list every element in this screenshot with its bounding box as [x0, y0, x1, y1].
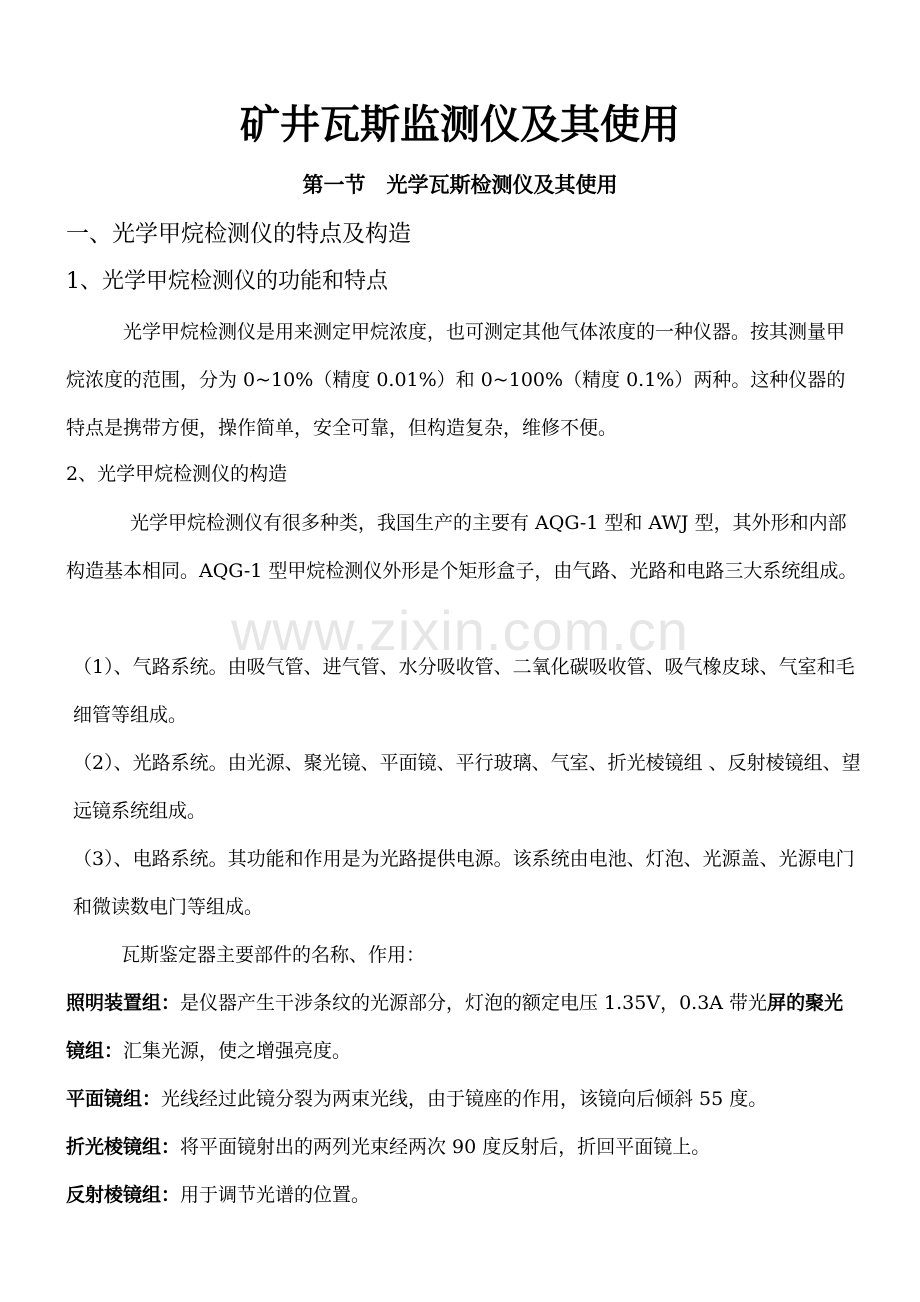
- part-description: 是仪器产生干涉条纹的光源部分，灯泡的额定电压 1.35V，0.3A 带光: [180, 992, 768, 1014]
- document-title: 矿井瓦斯监测仪及其使用: [240, 101, 680, 148]
- part-refracting-prism: [66, 1123, 862, 1171]
- watermark-text: www.zixin.com.cn: [231, 599, 689, 662]
- part-description: 光线经过此镜分裂为两束光线，由于镜座的作用，该镜向后倾斜 55 度。: [161, 1088, 768, 1110]
- paragraph-functions: 光学甲烷检测仪是用来测定甲烷浓度，也可测定其他气体浓度的一种仪器。按其测量甲烷浓度的范围，分为 0~10%（精度 0.01%）和 0~100%（精度 0.1%）两种。这种仪器的特点是携带方便，操作简单，安全可靠，但构造复杂，维修不便。: [66, 321, 846, 439]
- part-description: 将平面镜射出的两列光束经两次 90 度反射后，折回平面镜上。: [180, 1136, 711, 1158]
- heading-functions-features: 1、光学甲烷检测仪的功能和特点: [66, 269, 388, 294]
- part-term: 反射棱镜组：: [66, 1184, 181, 1206]
- part-term: 折光棱镜组：: [66, 1136, 181, 1158]
- list-item-light-path: （2）、光路系统。由光源、聚光镜、平面镜、平行玻璃、气室、折光棱镜组 、反射棱镜组、望远镜系统组成。: [73, 752, 861, 822]
- paragraph-structure: 光学甲烷检测仪有很多种类，我国生产的主要有 AQG-1 型和 AWJ 型，其外形和内部构造基本相同。AQG-1 型甲烷检测仪外形是个矩形盒子，由气路、光路和电路三大系统组成。: [66, 512, 858, 582]
- part-term: 照明装置组：: [66, 992, 181, 1014]
- part-description: 汇集光源，使之增强亮度。: [123, 1040, 352, 1062]
- paragraph-parts-intro: 瓦斯鉴定器主要部件的名称、作用：: [121, 944, 426, 966]
- part-reflecting-prism: [66, 1171, 862, 1219]
- heading-characteristics-structure: 一、光学甲烷检测仪的特点及构造: [66, 221, 411, 247]
- part-term: 平面镜组：: [66, 1088, 162, 1110]
- part-description: 用于调节光谱的位置。: [180, 1184, 371, 1206]
- part-term: 屏的聚光镜组：: [66, 992, 844, 1062]
- part-illumination: [66, 979, 862, 1075]
- list-item-circuit: （3）、电路系统。其功能和作用是为光路提供电源。该系统由电池、灯泡、光源盖、光源电门和微读数电门等组成。: [73, 848, 855, 918]
- section-title: 第一节 光学瓦斯检测仪及其使用: [302, 172, 618, 197]
- heading-structure: 2、光学甲烷检测仪的构造: [66, 463, 288, 485]
- part-plane-mirror: [66, 1075, 862, 1123]
- list-item-gas-path: （1）、气路系统。由吸气管、进气管、水分吸收管、二氧化碳吸收管、吸气橡皮球、气室和毛细管等组成。: [73, 656, 855, 726]
